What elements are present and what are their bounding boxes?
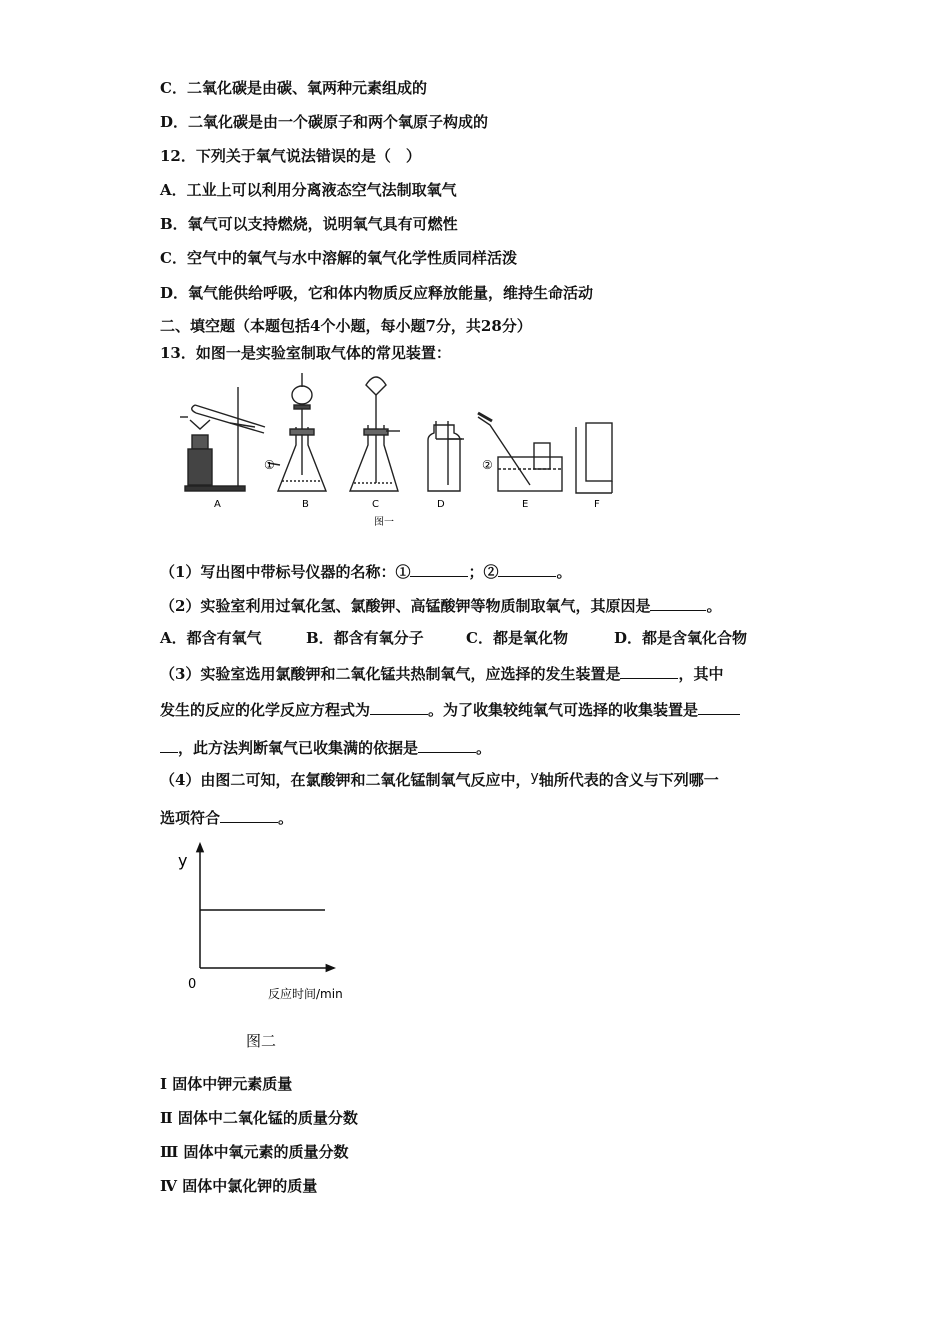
- apparatus-b: [268, 373, 326, 491]
- sub-question-3-line-3: ，此方法判断氧气已收集满的依据是 。: [160, 736, 491, 758]
- label-b: B: [302, 499, 309, 510]
- figure-1-apparatus: [160, 365, 630, 535]
- apparatus-a: [180, 387, 265, 491]
- label-e: E: [522, 499, 529, 510]
- option-a-q12: A．工业上可以利用分离液态空气法制取氧气: [160, 181, 457, 199]
- option-c-q12: C．空气中的氧气与水中溶解的氧气化学性质同样活泼: [160, 249, 517, 267]
- y-axis-label: y: [178, 851, 188, 870]
- option-c-q11: C．二氧化碳是由碳、氧两种元素组成的: [160, 79, 427, 97]
- section-2-heading: 二、填空题（本题包括4个小题，每小题7分，共28分）: [160, 317, 532, 335]
- apparatus-e: [478, 413, 562, 491]
- label-f: F: [594, 499, 600, 510]
- option-d-q12: D．氧气能供给呼吸，它和体内物质反应释放能量，维持生命活动: [160, 284, 594, 302]
- y-variable: y: [530, 769, 539, 785]
- figure-2-graph: [160, 840, 390, 1060]
- apparatus-f: [576, 423, 612, 493]
- question-12: 12．下列关于氧气说法错误的是（ ）: [160, 147, 421, 165]
- sub-question-3-line-2: 发生的反应的化学反应方程式为 。为了收集较纯氧气可选择的收集装置是: [160, 698, 740, 720]
- question-13: 13．如图一是实验室制取气体的常见装置：: [160, 344, 451, 362]
- marker-2: ②: [482, 458, 493, 472]
- option-c-q13-2: C．都是氧化物: [466, 629, 568, 647]
- sub-question-1: （1）写出图中带标号仪器的名称：① ；② 。: [160, 560, 571, 582]
- sub-question-2-options: [160, 628, 747, 648]
- sub-question-2: （2）实验室利用过氧化氢、氯酸钾、高锰酸钾等物质制取氧气，其原因是 。: [160, 594, 721, 616]
- sub-question-4-line-2: 选项符合 。: [160, 806, 293, 828]
- origin-label: 0: [188, 977, 197, 992]
- figure-2-caption: 图二: [246, 1032, 277, 1050]
- label-d: D: [437, 499, 445, 510]
- apparatus-c: [350, 377, 400, 491]
- option-b-q13-2: B．都含有氧分子: [306, 629, 424, 647]
- choice-1: I 固体中钾元素质量: [160, 1075, 293, 1093]
- choice-2: Ⅱ 固体中二氧化锰的质量分数: [160, 1109, 358, 1127]
- choice-3: Ⅲ 固体中氧元素的质量分数: [160, 1143, 349, 1161]
- sub-question-4-line-1: （4）由图二可知，在氯酸钾和二氧化锰制氧气反应中，y轴所代表的含义与下列哪一: [160, 769, 719, 789]
- option-b-q12: B．氧气可以支持燃烧，说明氧气具有可燃性: [160, 215, 458, 233]
- apparatus-d: [428, 421, 464, 491]
- label-c: C: [372, 499, 379, 510]
- label-a: A: [214, 499, 221, 510]
- option-d-q13-2: D．都是含氧化合物: [614, 629, 748, 647]
- choice-4: Ⅳ 固体中氯化钾的质量: [160, 1177, 318, 1195]
- figure-1-caption: 图一: [374, 517, 394, 528]
- option-d-q11: D．二氧化碳是由一个碳原子和两个氧原子构成的: [160, 113, 489, 131]
- option-a-q13-2: A．都含有氧气: [160, 629, 262, 647]
- sub-question-3-line-1: （3）实验室选用氯酸钾和二氧化锰共热制氧气，应选择的发生装置是 ，其中: [160, 662, 723, 684]
- marker-1: ①: [264, 458, 275, 472]
- x-axis-label: 反应时间/min: [268, 987, 343, 1001]
